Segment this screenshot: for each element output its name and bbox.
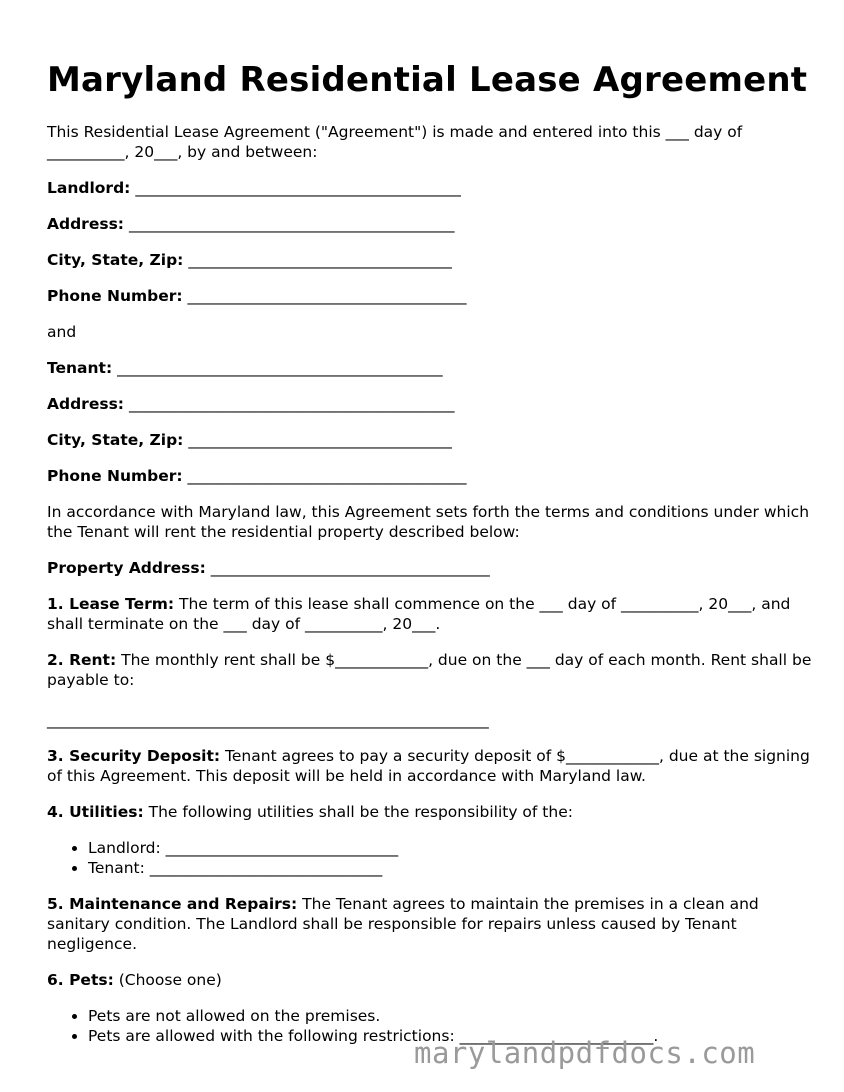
section-text: The following utilities shall be the responsibility of the: [148, 803, 573, 821]
field-label: Property Address: [47, 559, 206, 577]
landlord-city-field [47, 250, 817, 270]
blank-line[interactable]: ____________________________________ [210, 559, 490, 577]
tenant-city-field [47, 430, 817, 450]
field-label: City, State, Zip: [47, 431, 184, 449]
and-text: and [47, 323, 77, 341]
document-title: Maryland Residential Lease Agreement [47, 60, 808, 100]
blank-line[interactable]: __________________________________ [188, 431, 452, 449]
document-page [47, 60, 817, 1062]
section-heading: 3. Security Deposit: [47, 747, 221, 765]
section-heading: 6. Pets: [47, 971, 114, 989]
property-address-field [47, 558, 817, 578]
section-text: The term of this lease shall commence on the ___ day of __________, 20___, and shall terminate on the ___ day of __________, 20___. [47, 595, 791, 633]
blank-line[interactable]: __________________________________________ [128, 215, 455, 233]
list-item: • Pets are not allowed on the premises. [88, 1006, 817, 1026]
field-label: Address: [47, 215, 124, 233]
accordance-paragraph: In accordance with Maryland law, this Agreement sets forth the terms and conditions under which the Tenant will rent the residential property described below: [47, 503, 810, 541]
section-heading: 4. Utilities: [47, 803, 144, 821]
list-item: • Landlord: ______________________________ [88, 838, 817, 858]
field-label: Phone Number: [47, 467, 183, 485]
tenant-name-field [47, 358, 817, 378]
section-heading: 2. Rent: [47, 651, 117, 669]
field-label: Landlord: [47, 179, 131, 197]
list-item: • Pets are allowed with the following restrictions: _________________________. [88, 1026, 817, 1046]
blank-line[interactable]: ____________________________________ [187, 467, 467, 485]
section-heading: 1. Lease Term: [47, 595, 175, 613]
field-label: City, State, Zip: [47, 251, 184, 269]
section-text: The monthly rent shall be $____________, due on the ___ day of each month. Rent shall be payable to: [47, 651, 812, 689]
rent-section [47, 650, 817, 690]
rent-payee-blank[interactable]: _________________________________________________________ [47, 711, 489, 729]
utilities-section [47, 802, 817, 822]
landlord-address-field [47, 214, 817, 234]
maintenance-section [47, 894, 817, 954]
utilities-list [47, 838, 817, 878]
blank-line[interactable]: __________________________________________ [117, 359, 443, 377]
blank-line[interactable]: __________________________________ [188, 251, 452, 269]
blank-line[interactable]: ____________________________________ [187, 287, 467, 305]
section-text: (Choose one) [118, 971, 222, 989]
section-text: Tenant agrees to pay a security deposit of $____________, due at the signing of this Agreement. This deposit will be held in accordance with Maryland law. [47, 747, 810, 785]
tenant-address-field [47, 394, 817, 414]
security-deposit-section [47, 746, 817, 786]
landlord-phone-field [47, 286, 817, 306]
section-text: The Tenant agrees to maintain the premises in a clean and sanitary condition. The Landlord shall be responsible for repairs unless caused by Tenant negligence. [47, 895, 759, 953]
list-item: • Tenant: ______________________________ [88, 858, 817, 878]
blank-line[interactable]: __________________________________________ [135, 179, 461, 197]
intro-paragraph: This Residential Lease Agreement ("Agreement") is made and entered into this ___ day of __________, 20___, by and between: [47, 123, 743, 161]
watermark: marylandpdfdocs.com [414, 1036, 756, 1070]
field-label: Address: [47, 395, 124, 413]
blank-line[interactable]: __________________________________________ [128, 395, 455, 413]
pets-section [47, 970, 817, 990]
section-heading: 5. Maintenance and Repairs: [47, 895, 298, 913]
landlord-name-field [47, 178, 817, 198]
field-label: Tenant: [47, 359, 113, 377]
lease-term-section [47, 594, 817, 634]
tenant-phone-field [47, 466, 817, 486]
field-label: Phone Number: [47, 287, 183, 305]
